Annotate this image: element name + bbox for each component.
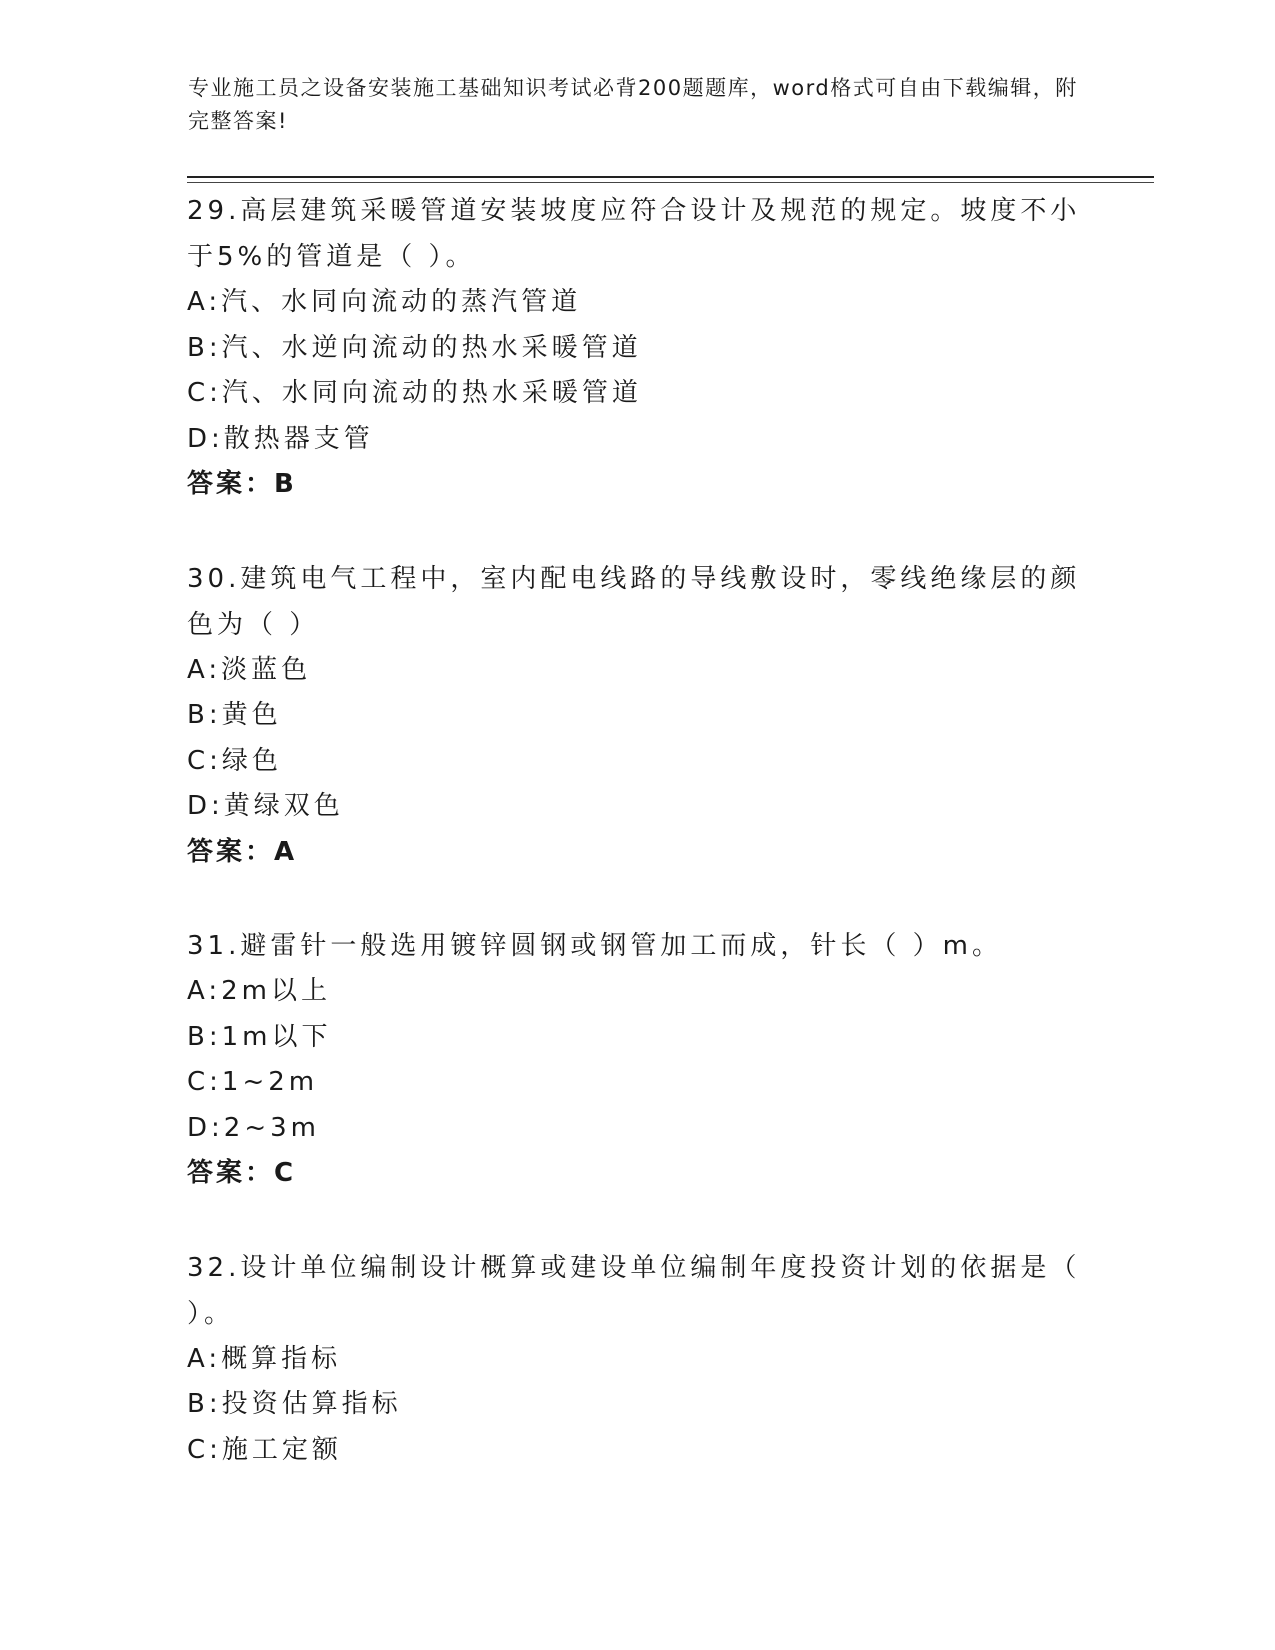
question-text: 30.建筑电气工程中，室内配电线路的导线敷设时，零线绝缘层的颜色为（ ） — [187, 563, 1081, 640]
answer: 答案：B — [187, 469, 297, 499]
question-text: 29.高层建筑采暖管道安装坡度应符合设计及规范的规定。坡度不小于5%的管道是（ ）。 — [187, 196, 1081, 272]
question-list — [187, 188, 1087, 1521]
option-b: B:投资估算指标 — [187, 1389, 402, 1419]
header-divider-thin — [187, 182, 1154, 183]
answer: 答案：A — [187, 836, 298, 867]
question-text: 32.设计单位编制设计概算或建设单位编制年度投资计划的依据是（ ）。 — [187, 1252, 1081, 1329]
option-a: A:汽、水同向流动的蒸汽管道 — [187, 287, 582, 317]
option-d: D:黄绿双色 — [187, 791, 344, 821]
option-a: A:2m以上 — [187, 976, 331, 1006]
option-a: A:概算指标 — [187, 1343, 342, 1374]
question-30 — [187, 556, 1087, 876]
question-31 — [187, 923, 1087, 1197]
header-divider — [187, 176, 1154, 178]
document-header: 专业施工员之设备安装施工基础知识考试必背200题题库，word格式可自由下载编辑，附完整答案! — [188, 76, 1078, 133]
option-d: D:散热器支管 — [187, 423, 374, 454]
option-c: C:1~2m — [187, 1067, 319, 1097]
option-c: C:汽、水同向流动的热水采暖管道 — [187, 378, 642, 408]
question-29 — [187, 188, 1087, 508]
question-text: 31.避雷针一般选用镀锌圆钢或钢管加工而成，针长（ ）m。 — [187, 931, 1002, 961]
option-a: A:淡蓝色 — [187, 654, 312, 685]
option-c: C:绿色 — [187, 745, 282, 776]
question-32 — [187, 1245, 1087, 1474]
option-b: B:1m以下 — [187, 1021, 332, 1052]
answer: 答案：C — [187, 1158, 297, 1188]
option-d: D:2~3m — [187, 1112, 320, 1143]
option-b: B:汽、水逆向流动的热水采暖管道 — [187, 332, 642, 363]
option-c: C:施工定额 — [187, 1434, 342, 1465]
option-b: B:黄色 — [187, 700, 282, 730]
